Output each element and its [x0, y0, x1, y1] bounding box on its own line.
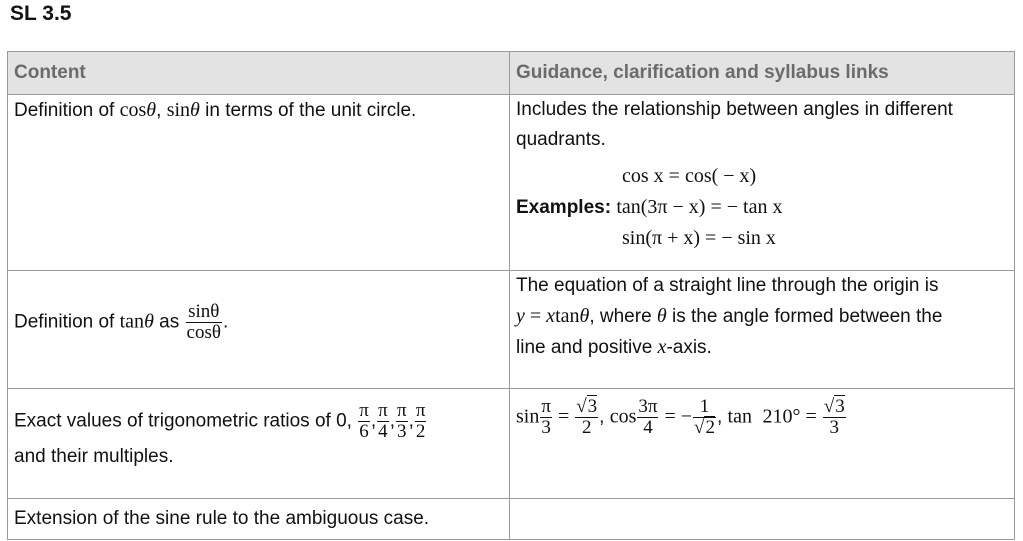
guidance-text: line and positive [516, 337, 658, 358]
fraction-numerator: √3 [576, 396, 598, 417]
content-text: and their multiples. [14, 445, 174, 467]
1-over-root2-fraction [693, 397, 716, 438]
fraction-denominator: 6 [359, 420, 369, 442]
sin-over-cos-fraction [186, 302, 222, 343]
tan-text: tan [727, 405, 752, 428]
fraction-denominator: 4 [378, 420, 388, 442]
radicand: 3 [835, 396, 845, 417]
table-header-row [8, 52, 1015, 95]
content-cell: Exact values of trigonometric ratios of 0, $\frac{\pi}{6}$ , $\frac{\pi}{4}$ , $\frac{\pi}{3}$ , $\frac{\pi}{2}$ and their multiples. [8, 389, 510, 499]
guidance-text: Includes the relationship between angles in different quadrants. [516, 99, 953, 150]
content-text: . [222, 311, 229, 333]
table-row [8, 499, 1015, 540]
content-text: Definition of [14, 311, 120, 333]
guidance-text: The equation of a straight line through the origin is [516, 275, 939, 296]
fraction-numerator: π [415, 400, 426, 421]
example-1: cos x = cos( − x) [622, 165, 757, 187]
fraction-numerator: π [541, 396, 551, 417]
theta-symbol: θ [190, 99, 200, 121]
fraction-numerator: π [378, 400, 388, 421]
fraction-numerator: 3π [638, 396, 658, 417]
equals-sign: = [524, 305, 547, 327]
guidance-cell [510, 271, 1015, 389]
equals-sign: = [800, 405, 822, 428]
theta-symbol: θ [656, 305, 667, 327]
table-row [8, 95, 1015, 271]
content-text: as [153, 311, 185, 333]
sin-text: sin [166, 99, 191, 121]
table-row [8, 389, 1015, 499]
theta-symbol: θ [144, 310, 154, 333]
pi-over-3-fraction [396, 401, 408, 442]
fraction-denominator: 3 [541, 416, 551, 438]
fraction-denominator: √2 [694, 416, 715, 438]
tan-text: tan [555, 305, 580, 327]
content-text: Definition of [14, 100, 120, 121]
x-variable: x [657, 336, 667, 358]
examples-label: Examples: [516, 197, 612, 218]
theta-symbol: θ [579, 305, 590, 327]
root3-over-2-fraction [575, 397, 598, 438]
guidance-cell [510, 499, 1015, 540]
guidance-text: , where [589, 306, 657, 327]
guidance-cell: sin $\frac{\pi}{3}$ = $\frac{√3}{2}$ , cos $\frac{3\pi}{4}$ = − $\frac{1}{√2}$ , tan 210° = $\frac{√3}{3}$ [510, 389, 1015, 499]
example-2: tan(3π − x) = − tan x [616, 196, 783, 218]
section-heading: SL 3.5 [10, 2, 72, 25]
example-3: sin(π + x) = − sin x [622, 227, 776, 249]
radicand: 3 [587, 396, 598, 417]
content-cell [8, 95, 510, 271]
angle-value: 210° [762, 405, 801, 428]
fraction-numerator: π [359, 400, 369, 421]
separator: , [156, 100, 167, 121]
content-cell [8, 271, 510, 389]
guidance-text: -axis. [666, 337, 712, 358]
table-row [8, 271, 1015, 389]
root3-over-3-fraction [823, 397, 846, 438]
y-variable: y [516, 305, 525, 327]
guidance-cell [510, 95, 1015, 271]
content-cell: Extension of the sine rule to the ambiguous case. [8, 499, 510, 540]
equals-sign: = [659, 405, 681, 428]
pi-over-4-fraction [377, 401, 389, 442]
3pi-over-4-fraction [637, 397, 658, 438]
fraction-numerator: √3 [823, 396, 845, 417]
header-content: Content [8, 52, 510, 95]
fraction-denominator: 2 [415, 420, 426, 442]
theta-symbol: θ [146, 99, 157, 121]
cos-text: cos [119, 99, 147, 121]
fraction-denominator: 4 [643, 416, 653, 438]
fraction-numerator: sinθ [186, 302, 222, 323]
fraction-denominator: cosθ [186, 322, 221, 343]
sin-text: sin [516, 405, 540, 428]
x-variable: x [546, 305, 556, 327]
content-text: Exact values of trigonometric ratios of 0, [14, 410, 358, 432]
syllabus-table [7, 51, 1015, 540]
example-2-line [516, 192, 1008, 223]
fraction-denominator: 2 [581, 416, 592, 438]
fraction-denominator: 3 [829, 416, 840, 438]
fraction-denominator: 3 [397, 420, 407, 442]
fraction-numerator: π [396, 400, 407, 421]
pi-over-3-fraction [540, 397, 552, 438]
cos-text: cos [609, 405, 637, 428]
header-guidance: Guidance, clarification and syllabus links [510, 52, 1015, 95]
equals-sign: = [552, 405, 575, 428]
guidance-text: is the angle formed between the [666, 306, 943, 327]
pi-over-6-fraction [358, 401, 370, 442]
content-text: in terms of the unit circle. [199, 100, 417, 121]
radicand: 2 [705, 416, 715, 438]
pi-over-2-fraction [415, 401, 427, 442]
tan-text: tan [119, 310, 145, 333]
minus-sign: − [680, 405, 693, 428]
fraction-numerator: 1 [693, 397, 716, 418]
